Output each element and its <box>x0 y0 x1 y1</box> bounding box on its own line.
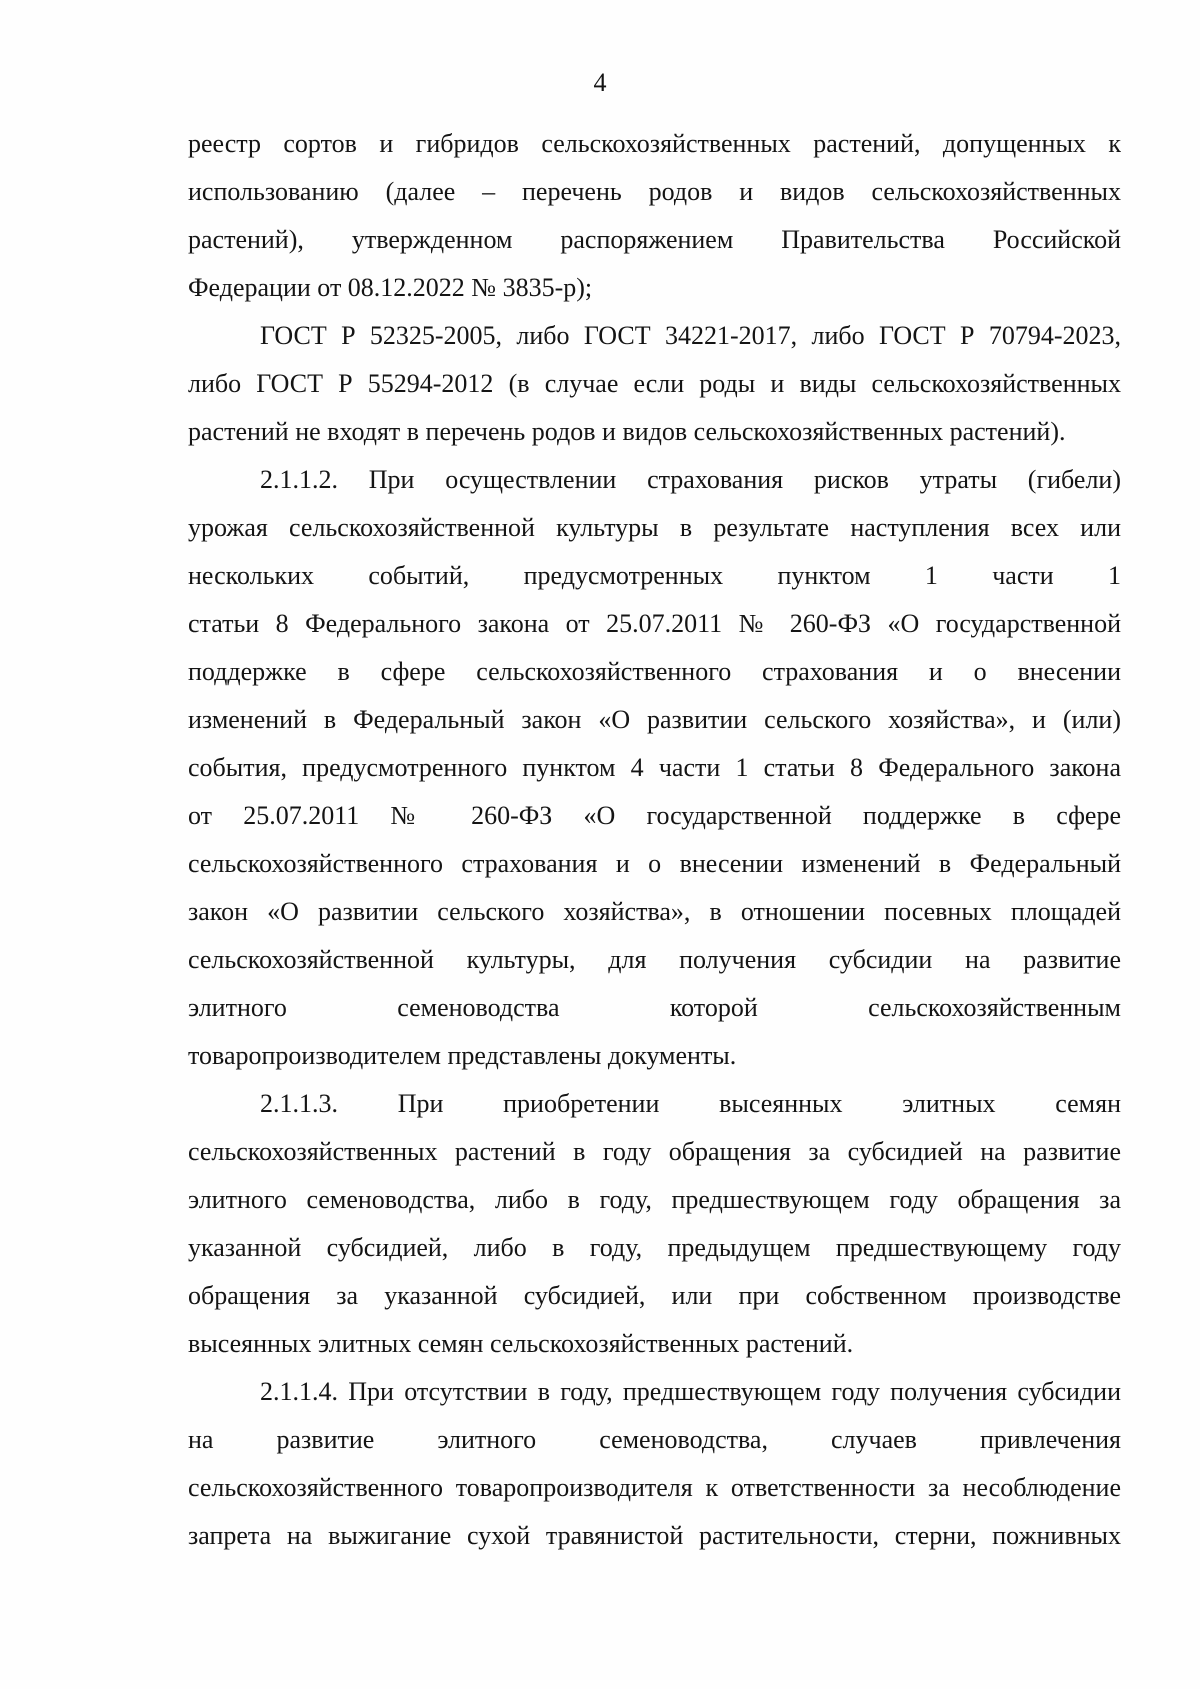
text-line: растений), утвержденном распоряжением Правительства Российской <box>188 225 1121 254</box>
text-line: закон «О развитии сельского хозяйства», в отношении посевных площадей <box>188 897 1121 926</box>
text-line: сельскохозяйственных растений в году обращения за субсидией на развитие <box>188 1137 1121 1166</box>
text-line: сельскохозяйственного страхования и о внесении изменений в Федеральный <box>188 849 1121 878</box>
text-line: нескольких событий, предусмотренных пунктом 1 части 1 <box>188 561 1121 590</box>
paragraph-first-line: 2.1.1.3. При приобретении высеянных элитных семян <box>260 1089 1121 1118</box>
text-line: запрета на выжигание сухой травянистой растительности, стерни, пожнивных <box>188 1521 1121 1550</box>
text-line: товаропроизводителем представлены документы. <box>188 1041 737 1070</box>
text-line: поддержке в сфере сельскохозяйственного страхования и о внесении <box>188 657 1121 686</box>
text-line: статьи 8 Федерального закона от 25.07.2011 № 260-ФЗ «О государственной <box>188 609 1121 638</box>
text-line: растений не входят в перечень родов и видов сельскохозяйственных растений). <box>188 417 1066 446</box>
text-line: использованию (далее – перечень родов и видов сельскохозяйственных <box>188 177 1121 206</box>
text-line: от 25.07.2011 № 260-ФЗ «О государственной поддержке в сфере <box>188 801 1121 830</box>
text-line: изменений в Федеральный закон «О развитии сельского хозяйства», и (или) <box>188 705 1121 734</box>
text-line: события, предусмотренного пунктом 4 части 1 статьи 8 Федерального закона <box>188 753 1121 782</box>
text-line: сельскохозяйственной культуры, для получения субсидии на развитие <box>188 945 1121 974</box>
text-line: на развитие элитного семеноводства, случаев привлечения <box>188 1425 1121 1454</box>
text-line: сельскохозяйственного товаропроизводителя к ответственности за несоблюдение <box>188 1473 1121 1502</box>
text-line: реестр сортов и гибридов сельскохозяйственных растений, допущенных к <box>188 129 1121 158</box>
paragraph-first-line: 2.1.1.4. При отсутствии в году, предшествующем году получения субсидии <box>260 1377 1121 1406</box>
page-number: 4 <box>593 68 607 97</box>
text-line: элитного семеноводства, либо в году, предшествующем году обращения за <box>188 1185 1121 1214</box>
text-line: указанной субсидией, либо в году, предыдущем предшествующему году <box>188 1233 1121 1262</box>
text-line: высеянных элитных семян сельскохозяйственных растений. <box>188 1329 854 1358</box>
text-line: урожая сельскохозяйственной культуры в результате наступления всех или <box>188 513 1121 542</box>
text-line: Федерации от 08.12.2022 № 3835-р); <box>188 273 593 302</box>
paragraph-first-line: ГОСТ Р 52325-2005, либо ГОСТ 34221-2017, либо ГОСТ Р 70794-2023, <box>260 321 1121 350</box>
text-line: элитного семеноводства которой сельскохозяйственным <box>188 993 1121 1022</box>
text-line: обращения за указанной субсидией, или при собственном производстве <box>188 1281 1121 1310</box>
document-body <box>188 120 1121 1560</box>
paragraph-first-line: 2.1.1.2. При осуществлении страхования рисков утраты (гибели) <box>260 465 1121 494</box>
text-line: либо ГОСТ Р 55294-2012 (в случае если роды и виды сельскохозяйственных <box>188 369 1121 398</box>
